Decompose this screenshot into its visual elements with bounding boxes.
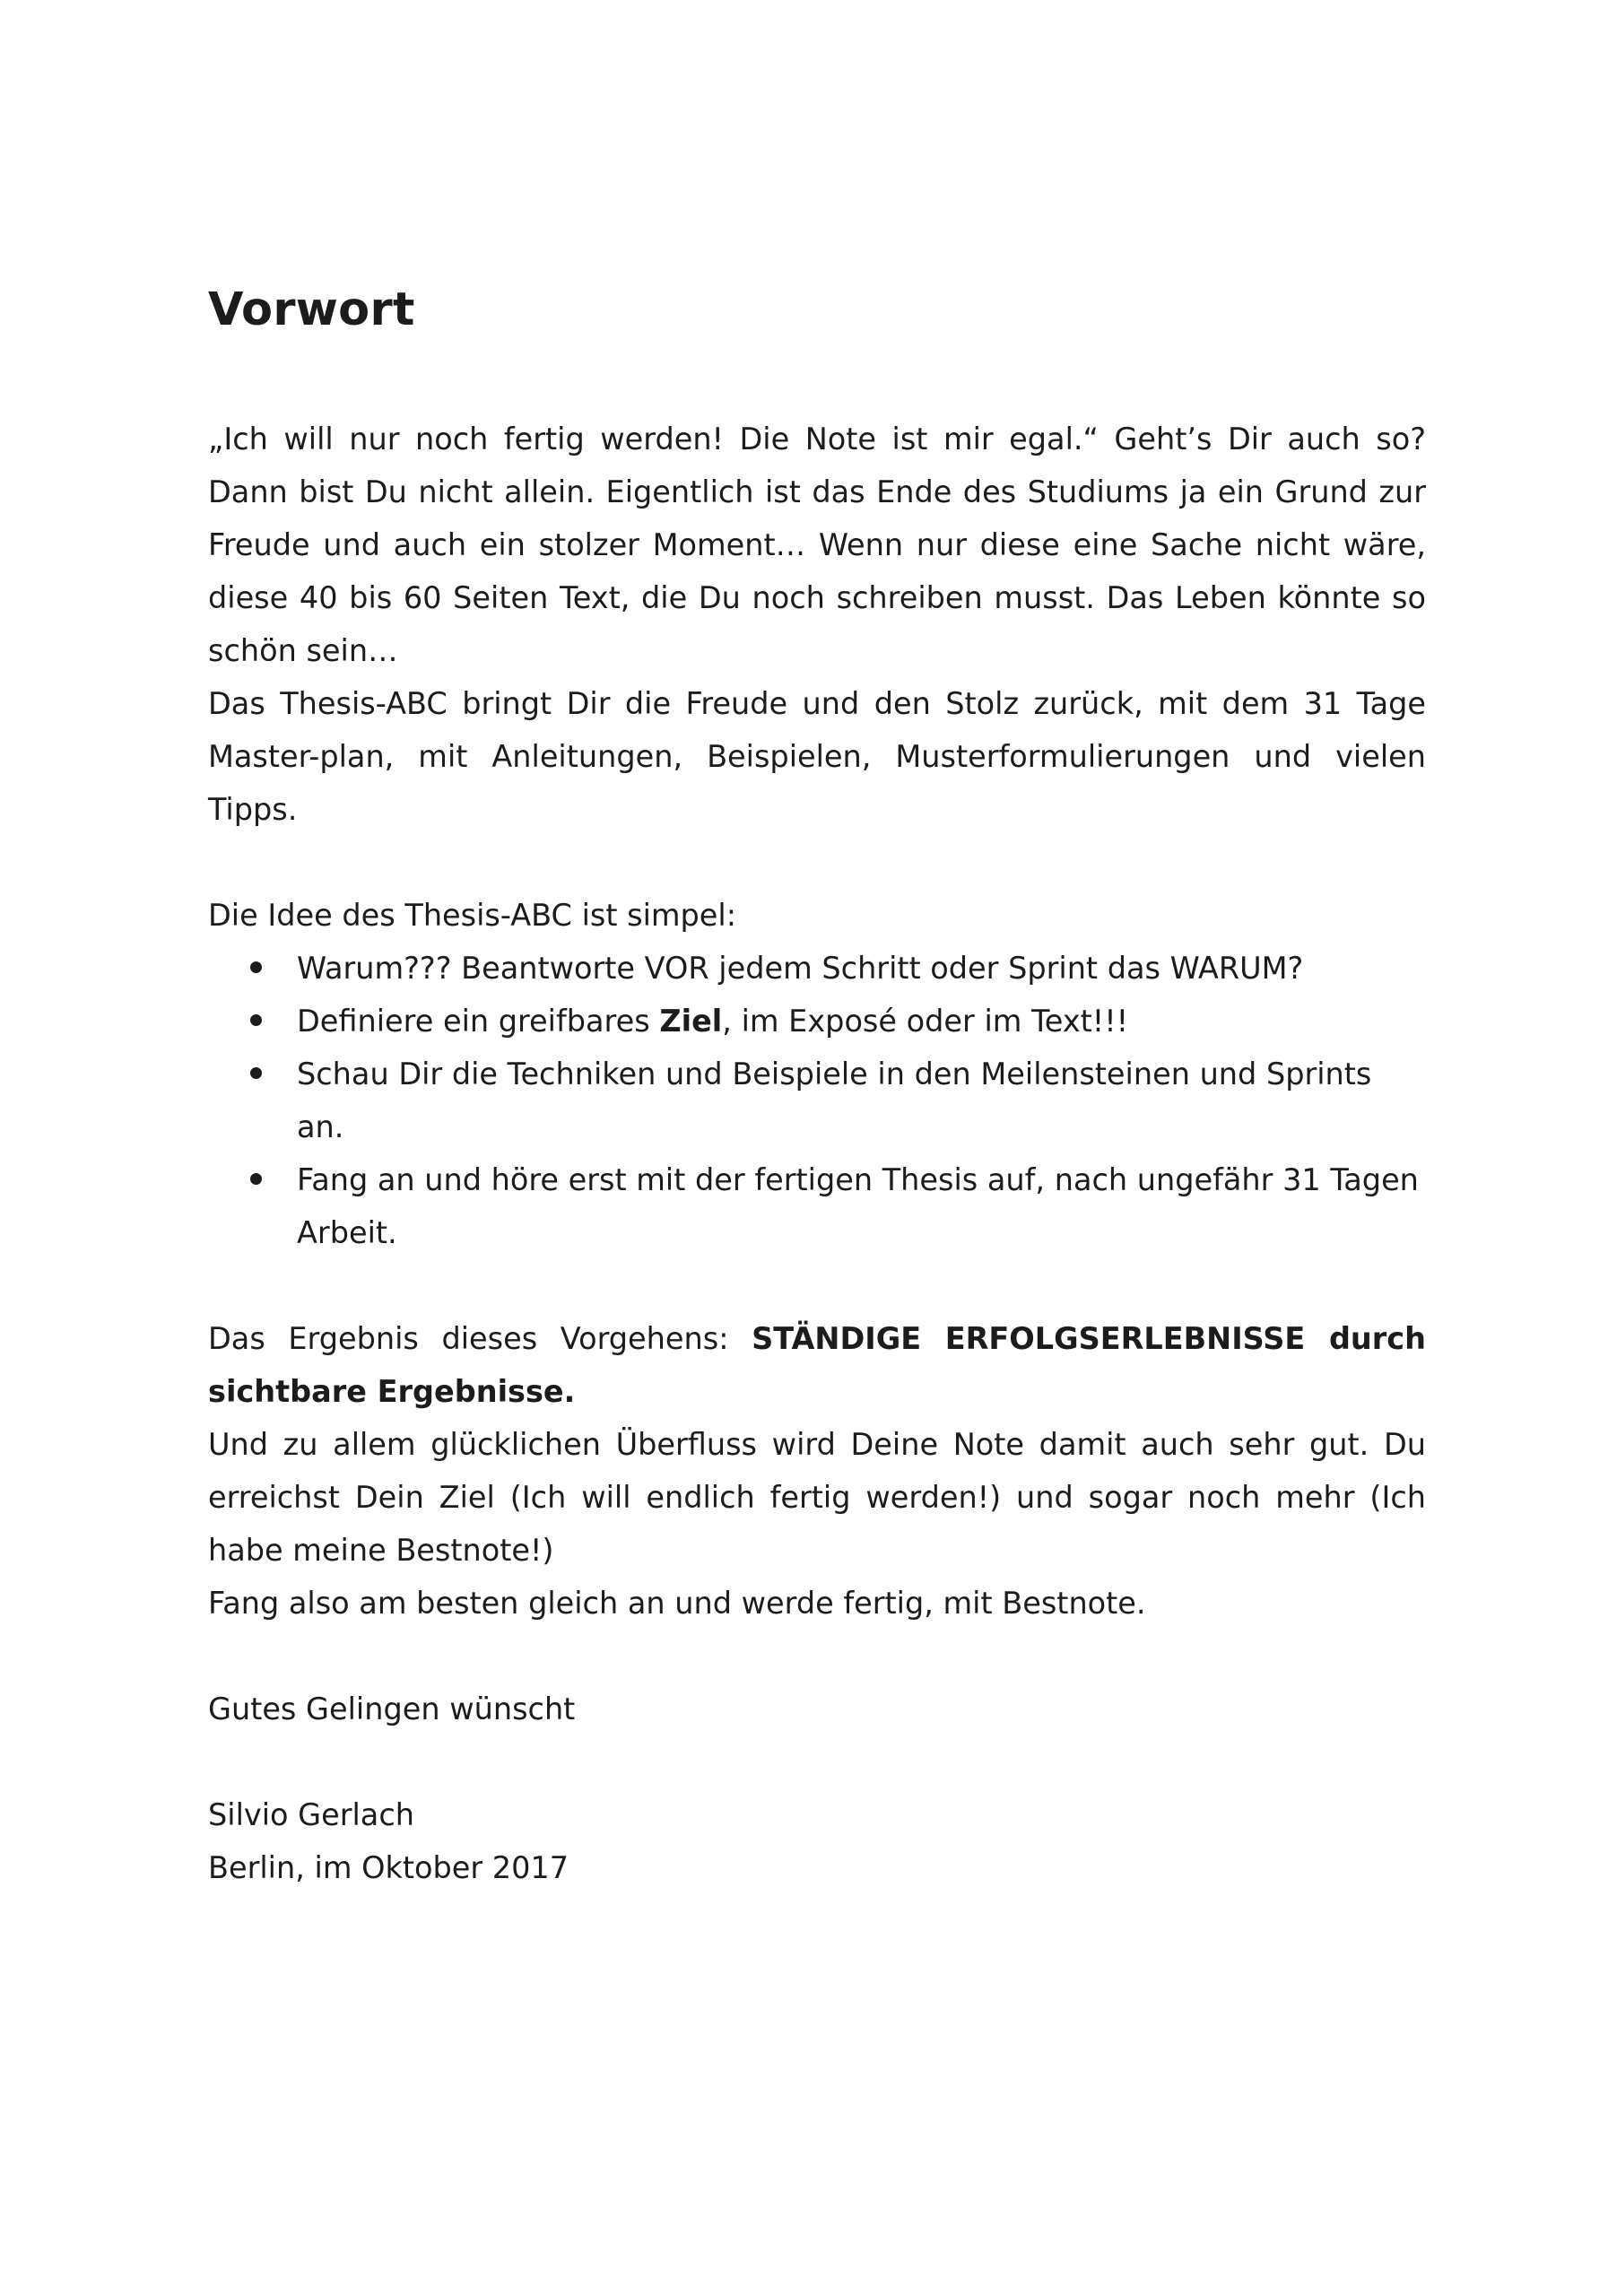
result-lead: Das Ergebnis dieses Vorgehens: — [208, 1321, 752, 1356]
intro-section — [208, 413, 1426, 836]
result-paragraph-2: Und zu allem glücklichen Überfluss wird Deine Note damit auch sehr gut. Du erreichst Dein Ziel (Ich will endlich fertig werden!) und sogar noch mehr (Ich habe meine Bestnote!) — [208, 1427, 1426, 1568]
list-item-text: Fang an und höre erst mit der fertigen Thesis auf, nach ungefähr 31 Tagen Arbeit. — [297, 1162, 1419, 1250]
result-paragraph-3: Fang also am besten gleich an und werde fertig, mit Bestnote. — [208, 1586, 1146, 1621]
idea-section — [208, 889, 1426, 1259]
signature-section — [208, 1788, 1426, 1894]
signature-place-date: Berlin, im Oktober 2017 — [208, 1850, 569, 1885]
signature-name: Silvio Gerlach — [208, 1797, 414, 1832]
list-item — [297, 1048, 1426, 1153]
idea-lead: Die Idee des Thesis-ABC ist simpel: — [208, 898, 736, 933]
list-item-text: Warum??? Beantworte VOR jedem Schritt oder Sprint das WARUM? — [297, 951, 1304, 986]
result-section — [208, 1312, 1426, 1630]
closing-section — [208, 1683, 1426, 1735]
bullet-icon — [250, 1173, 262, 1185]
list-item-bold-term: Ziel — [659, 1004, 723, 1039]
result-bold-statement: STÄNDIGE ERFOLGSERLEBNISSE durch sichtbare Ergebnisse. — [208, 1321, 1427, 1409]
closing-line: Gutes Gelingen wünscht — [208, 1692, 576, 1726]
intro-paragraph: „Ich will nur noch fertig werden! Die Note ist mir egal.“ Geht’s Dir auch so? Dann bist Du nicht allein. Eigentlich ist das Ende des Studiums ja ein Grund zur Freude und auch ein stolzer Moment… Wenn nur diese eine Sache nicht wäre, diese 40 bis 60 Seiten Text, die Du noch schreiben musst. Das Leben könnte so schön sein… — [208, 422, 1426, 668]
list-item-text: Schau Dir die Techniken und Beispiele in den Meilensteinen und Sprints an. — [297, 1057, 1372, 1144]
list-item-text-before: Definiere ein greifbares — [297, 1004, 660, 1039]
list-item-text-after: , im Exposé oder im Text!!! — [722, 1004, 1129, 1039]
intro-paragraph-2: Das Thesis-ABC bringt Dir die Freude und den Stolz zurück, mit dem 31 Tage Master-plan, mit Anleitungen, Beispielen, Musterformulierungen und vielen Tipps. — [208, 686, 1426, 827]
bullet-icon — [250, 1014, 262, 1026]
idea-list — [208, 942, 1426, 1259]
result-paragraph — [208, 1312, 1426, 1418]
list-item — [297, 942, 1426, 995]
list-item — [297, 995, 1426, 1048]
bullet-icon — [250, 1067, 262, 1079]
page-title: Vorwort — [208, 283, 415, 336]
list-item — [297, 1153, 1426, 1259]
document-page — [208, 278, 1426, 1894]
bullet-icon — [250, 961, 262, 973]
